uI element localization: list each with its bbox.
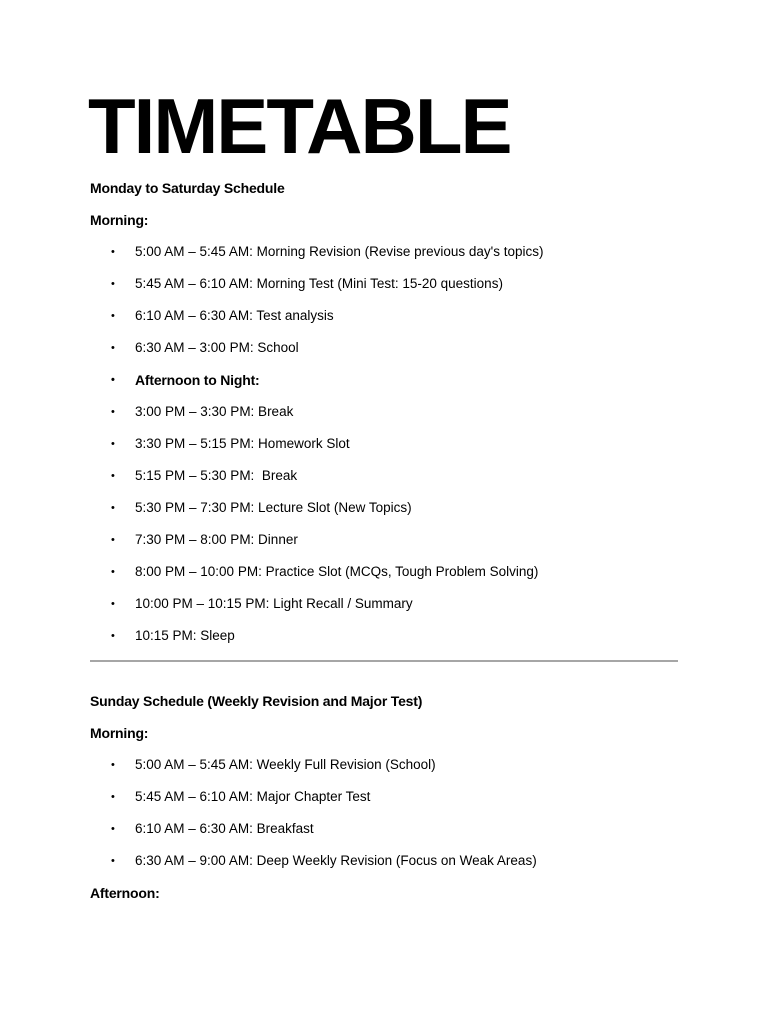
bullet-icon: • bbox=[111, 406, 115, 418]
list-item bbox=[90, 466, 680, 498]
bullet-icon: • bbox=[111, 342, 115, 354]
sunday-schedule-list bbox=[90, 755, 680, 883]
bullet-icon: • bbox=[111, 630, 115, 642]
list-item bbox=[90, 755, 680, 787]
weekday-schedule-list bbox=[90, 242, 680, 658]
bullet-icon: • bbox=[111, 502, 115, 514]
list-item bbox=[90, 594, 680, 626]
schedule-item-text: 10:15 PM: Sleep bbox=[135, 628, 235, 643]
sunday-schedule-section bbox=[90, 691, 680, 915]
weekday-schedule-heading: Monday to Saturday Schedule bbox=[90, 180, 285, 196]
schedule-item-text: 6:30 AM – 9:00 AM: Deep Weekly Revision (Focus on Weak Areas) bbox=[135, 853, 537, 868]
schedule-item-text: 5:00 AM – 5:45 AM: Weekly Full Revision (School) bbox=[135, 757, 436, 772]
schedule-item-text: 3:00 PM – 3:30 PM: Break bbox=[135, 404, 294, 419]
sunday-schedule-heading: Sunday Schedule (Weekly Revision and Major Test) bbox=[90, 693, 423, 709]
bullet-icon: • bbox=[111, 791, 115, 803]
bullet-icon: • bbox=[111, 246, 115, 258]
sunday-afternoon-label: Afternoon: bbox=[90, 885, 160, 901]
bullet-icon: • bbox=[111, 598, 115, 610]
schedule-item-text: 10:00 PM – 10:15 PM: Light Recall / Summary bbox=[135, 596, 413, 611]
list-item bbox=[90, 562, 680, 594]
list-item bbox=[90, 530, 680, 562]
schedule-item-text: 6:30 AM – 3:00 PM: School bbox=[135, 340, 299, 355]
document-title: TIMETABLE bbox=[88, 82, 511, 170]
bullet-icon: • bbox=[111, 566, 115, 578]
schedule-item-text: 8:00 PM – 10:00 PM: Practice Slot (MCQs, Tough Problem Solving) bbox=[135, 564, 539, 579]
list-item bbox=[90, 851, 680, 883]
list-item bbox=[90, 274, 680, 306]
bullet-icon: • bbox=[111, 470, 115, 482]
schedule-item-text: 5:30 PM – 7:30 PM: Lecture Slot (New Topics) bbox=[135, 500, 412, 515]
list-item bbox=[90, 242, 680, 274]
bullet-icon: • bbox=[111, 374, 115, 386]
list-item-subheading bbox=[90, 370, 680, 402]
schedule-item-text: 7:30 PM – 8:00 PM: Dinner bbox=[135, 532, 298, 547]
bullet-icon: • bbox=[111, 438, 115, 450]
weekday-schedule-section bbox=[90, 178, 680, 658]
schedule-item-text: 3:30 PM – 5:15 PM: Homework Slot bbox=[135, 436, 350, 451]
schedule-item-text: 5:45 AM – 6:10 AM: Morning Test (Mini Test: 15-20 questions) bbox=[135, 276, 503, 291]
list-item bbox=[90, 306, 680, 338]
list-item bbox=[90, 402, 680, 434]
bullet-icon: • bbox=[111, 278, 115, 290]
weekday-morning-label: Morning: bbox=[90, 212, 149, 228]
bullet-icon: • bbox=[111, 855, 115, 867]
list-item bbox=[90, 787, 680, 819]
list-item bbox=[90, 338, 680, 370]
schedule-item-text: 6:10 AM – 6:30 AM: Test analysis bbox=[135, 308, 334, 323]
schedule-item-text: 5:45 AM – 6:10 AM: Major Chapter Test bbox=[135, 789, 371, 804]
list-item bbox=[90, 498, 680, 530]
weekday-afternoon-label: Afternoon to Night: bbox=[135, 372, 260, 388]
list-item bbox=[90, 626, 680, 658]
schedule-item-text: 5:00 AM – 5:45 AM: Morning Revision (Revise previous day's topics) bbox=[135, 244, 544, 259]
sunday-morning-label: Morning: bbox=[90, 725, 149, 741]
schedule-item-text: 5:15 PM – 5:30 PM: Break bbox=[135, 468, 298, 483]
bullet-icon: • bbox=[111, 534, 115, 546]
list-item bbox=[90, 819, 680, 851]
section-divider bbox=[90, 660, 678, 662]
bullet-icon: • bbox=[111, 310, 115, 322]
bullet-icon: • bbox=[111, 759, 115, 771]
bullet-icon: • bbox=[111, 823, 115, 835]
list-item bbox=[90, 434, 680, 466]
schedule-item-text: 6:10 AM – 6:30 AM: Breakfast bbox=[135, 821, 314, 836]
